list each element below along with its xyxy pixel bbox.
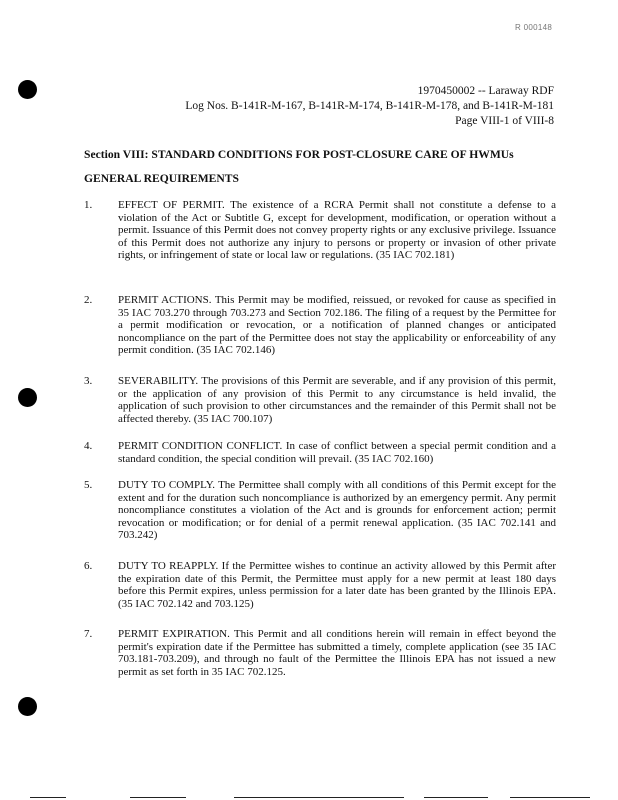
condition-item-5 <box>84 479 556 542</box>
item-number: 4. <box>84 440 93 452</box>
section-title: Section VIII: STANDARD CONDITIONS FOR POST-CLOSURE CARE OF HWMUs <box>84 148 514 161</box>
footer-rule <box>424 797 488 798</box>
condition-item-1 <box>84 199 556 262</box>
item-number: 5. <box>84 479 93 491</box>
hole-punch-icon <box>18 80 37 99</box>
condition-item-7 <box>84 628 556 678</box>
item-number: 6. <box>84 560 93 572</box>
item-number: 3. <box>84 375 93 387</box>
item-text: PERMIT CONDITION CONFLICT. In case of conflict between a special permit condition and a standard condition, the special condition will prevail. (35 IAC 702.160) <box>118 440 556 465</box>
condition-item-2 <box>84 294 556 357</box>
document-header <box>185 84 554 129</box>
item-text: EFFECT OF PERMIT. The existence of a RCRA Permit shall not constitute a defense to a violation of the Act or Subtitle G, except for development, modification, or operation without a permit. Issuance of this Permit does not convey property rights or any exclusive privilege. Issuance of this Permit does not authorize any injury to persons or property or invasion of other private rights, or infringement of state or local law or regulations. (35 IAC 702.181) <box>118 199 556 261</box>
item-number: 2. <box>84 294 93 306</box>
footer-rule <box>30 797 66 798</box>
item-text: PERMIT EXPIRATION. This Permit and all conditions herein will remain in effect beyond the permit's expiration date if the Permittee has submitted a timely, complete application (see 35 IAC 703.181-703.209), and through no fault of the Permittee the Illinois EPA has not issued a new permit as set forth in 35 IAC 702.125. <box>118 628 556 678</box>
condition-item-4 <box>84 440 556 465</box>
footer-rule <box>130 797 186 798</box>
item-text: PERMIT ACTIONS. This Permit may be modified, reissued, or revoked for cause as specified in 35 IAC 703.270 through 703.273 and Section 702.186. The filing of a request by the Permittee for a permit modification or revocation, or a notification of planned changes or anticipated noncompliance on the part of the Permittee does not stay the applicability or enforceability of any permit condition. (35 IAC 702.146) <box>118 294 556 356</box>
hole-punch-icon <box>18 697 37 716</box>
page-stamp: R 000148 <box>515 23 553 32</box>
condition-item-3 <box>84 375 556 425</box>
footer-rule <box>234 797 404 798</box>
header-facility: 1970450002 -- Laraway RDF <box>417 85 554 97</box>
condition-item-6 <box>84 560 556 610</box>
footer-rule <box>510 797 590 798</box>
hole-punch-icon <box>18 388 37 407</box>
header-page-number: Page VIII-1 of VIII-8 <box>455 115 554 127</box>
item-number: 7. <box>84 628 93 640</box>
item-text: DUTY TO REAPPLY. If the Permittee wishes to continue an activity allowed by this Permit after the expiration date of this Permit, the Permittee must apply for a new permit at least 180 days before this Permit expires, unless permission for a later date has been granted by the Illinois EPA. (35 IAC 702.142 and 703.125) <box>118 560 556 610</box>
item-text: SEVERABILITY. The provisions of this Permit are severable, and if any provision of this permit, or the application of any provision of this Permit to any circumstance is held invalid, the application of such provision to other circumstances and the remainder of this Permit shall not be affected thereby. (35 IAC 700.107) <box>118 375 556 425</box>
subsection-title: GENERAL REQUIREMENTS <box>84 172 239 185</box>
item-text: DUTY TO COMPLY. The Permittee shall comply with all conditions of this Permit except for the extent and for the duration such noncompliance is authorized by an emergency permit. Any permit noncompliance constitutes a violation of the Act and is grounds for enforcement action; permit revocation or modification; or for denial of a permit renewal application. (35 IAC 702.141 and 703.242) <box>118 479 556 541</box>
header-log-numbers: Log Nos. B-141R-M-167, B-141R-M-174, B-141R-M-178, and B-141R-M-181 <box>185 100 554 112</box>
item-number: 1. <box>84 199 93 211</box>
